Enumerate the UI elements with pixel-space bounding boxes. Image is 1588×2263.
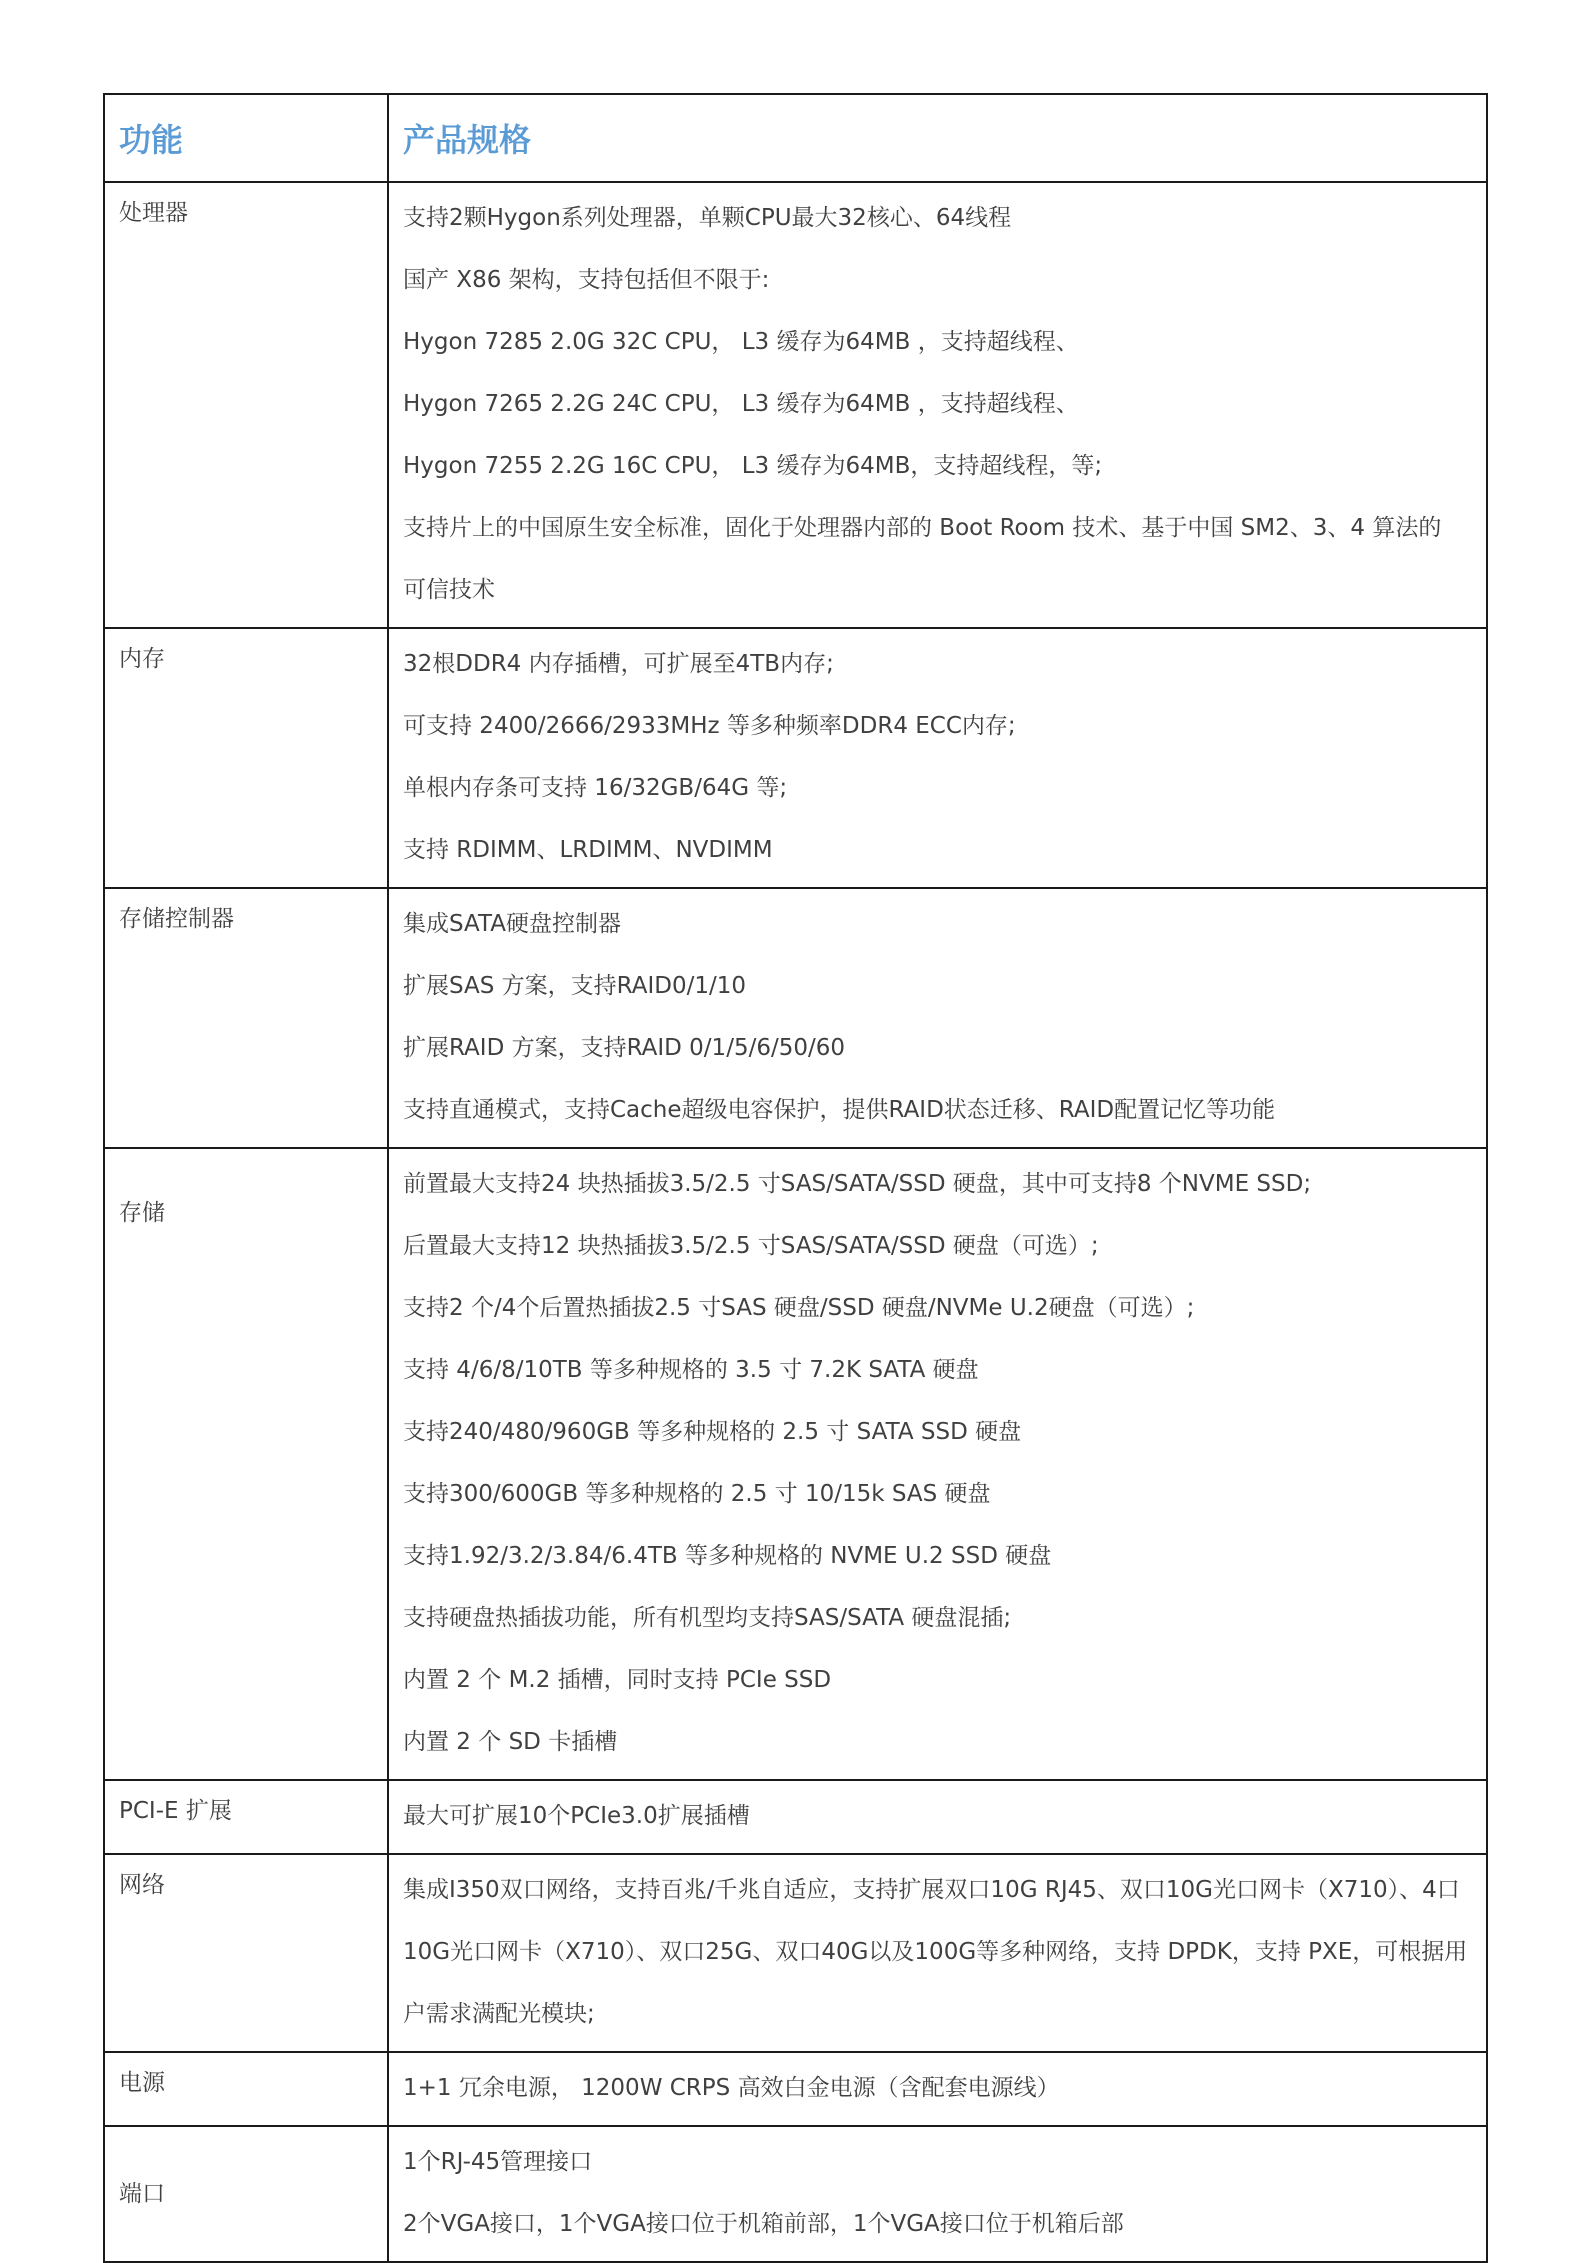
spec-cell <box>388 888 1487 1148</box>
function-cell: 存储控制器 <box>104 888 388 1148</box>
spec-line: Hygon 7285 2.0G 32C CPU， L3 缓存为64MB ，支持超线程、 <box>403 329 1079 355</box>
spec-line: 前置最大支持24 块热插拔3.5/2.5 寸SAS/SATA/SSD 硬盘，其中可支持8 个NVME SSD; <box>403 1171 1312 1197</box>
spec-line: 10G光口网卡（X710）、双口25G、双口40G以及100G等多种网络，支持 DPDK，支持 PXE，可根据用 <box>403 1939 1468 1965</box>
spec-cell <box>388 628 1487 888</box>
spec-line: 1个RJ-45管理接口 <box>403 2149 593 2175</box>
spec-line: 集成I350双口网络，支持百兆/千兆自适应，支持扩展双口10G RJ45、双口10G光口网卡（X710）、4口 <box>403 1877 1460 1903</box>
spec-line: 支持300/600GB 等多种规格的 2.5 寸 10/15k SAS 硬盘 <box>403 1481 991 1507</box>
spec-line: 国产 X86 架构，支持包括但不限于: <box>403 267 770 293</box>
spec-line: 支持1.92/3.2/3.84/6.4TB 等多种规格的 NVME U.2 SSD 硬盘 <box>403 1543 1052 1569</box>
spec-cell <box>388 1854 1487 2052</box>
spec-line: 32根DDR4 内存插槽，可扩展至4TB内存; <box>403 651 834 677</box>
function-cell: 电源 <box>104 2052 388 2126</box>
spec-cell <box>388 1148 1487 1780</box>
spec-line: 支持直通模式，支持Cache超级电容保护，提供RAID状态迁移、RAID配置记忆等功能 <box>403 1097 1276 1123</box>
spec-line: 扩展SAS 方案，支持RAID0/1/10 <box>403 973 746 999</box>
spec-line: 2个VGA接口，1个VGA接口位于机箱前部，1个VGA接口位于机箱后部 <box>403 2211 1124 2237</box>
spec-line: 内置 2 个 M.2 插槽，同时支持 PCIe SSD <box>403 1667 832 1693</box>
table-row <box>104 2126 1487 2262</box>
function-cell: PCI-E 扩展 <box>104 1780 388 1854</box>
spec-line: 内置 2 个 SD 卡插槽 <box>403 1729 618 1755</box>
table-row <box>104 182 1487 628</box>
spec-line: 支持片上的中国原生安全标准，固化于处理器内部的 Boot Room 技术、基于中国 SM2、3、4 算法的 <box>403 515 1442 541</box>
header-function: 功能 <box>104 94 388 182</box>
spec-line: 1+1 冗余电源， 1200W CRPS 高效白金电源（含配套电源线） <box>403 2075 1060 2101</box>
spec-line: 最大可扩展10个PCIe3.0扩展插槽 <box>403 1803 750 1829</box>
spec-line: Hygon 7265 2.2G 24C CPU， L3 缓存为64MB ，支持超线程、 <box>403 391 1079 417</box>
spec-line: 支持 RDIMM、LRDIMM、NVDIMM <box>403 837 773 863</box>
spec-line: 支持2颗Hygon系列处理器，单颗CPU最大32核心、64线程 <box>403 205 1012 231</box>
spec-cell <box>388 1780 1487 1854</box>
header-spec: 产品规格 <box>388 94 1487 182</box>
function-cell: 处理器 <box>104 182 388 628</box>
table-row <box>104 888 1487 1148</box>
table-row <box>104 1148 1487 1780</box>
spec-table <box>103 93 1488 2263</box>
spec-line: 户需求满配光模块; <box>403 2001 595 2027</box>
spec-line: 支持硬盘热插拔功能，所有机型均支持SAS/SATA 硬盘混插; <box>403 1605 1012 1631</box>
function-cell: 存储 <box>104 1148 388 1780</box>
function-cell: 网络 <box>104 1854 388 2052</box>
spec-line: 支持 4/6/8/10TB 等多种规格的 3.5 寸 7.2K SATA 硬盘 <box>403 1357 979 1383</box>
spec-line: 单根内存条可支持 16/32GB/64G 等; <box>403 775 788 801</box>
spec-line: 集成SATA硬盘控制器 <box>403 911 621 937</box>
spec-cell <box>388 2126 1487 2262</box>
table-header-row <box>104 94 1487 182</box>
function-cell: 端口 <box>104 2126 388 2262</box>
table-row <box>104 628 1487 888</box>
table-row <box>104 2052 1487 2126</box>
spec-cell <box>388 2052 1487 2126</box>
spec-line: 可信技术 <box>403 577 495 603</box>
spec-line: 可支持 2400/2666/2933MHz 等多种频率DDR4 ECC内存; <box>403 713 1016 739</box>
table-row <box>104 1780 1487 1854</box>
spec-line: 支持240/480/960GB 等多种规格的 2.5 寸 SATA SSD 硬盘 <box>403 1419 1022 1445</box>
spec-line: 支持2 个/4个后置热插拔2.5 寸SAS 硬盘/SSD 硬盘/NVMe U.2硬盘（可选）; <box>403 1295 1195 1321</box>
spec-line: 扩展RAID 方案，支持RAID 0/1/5/6/50/60 <box>403 1035 845 1061</box>
spec-line: 后置最大支持12 块热插拔3.5/2.5 寸SAS/SATA/SSD 硬盘（可选）; <box>403 1233 1099 1259</box>
spec-line: Hygon 7255 2.2G 16C CPU， L3 缓存为64MB，支持超线程，等; <box>403 453 1103 479</box>
table-row <box>104 1854 1487 2052</box>
function-cell: 内存 <box>104 628 388 888</box>
spec-cell <box>388 182 1487 628</box>
